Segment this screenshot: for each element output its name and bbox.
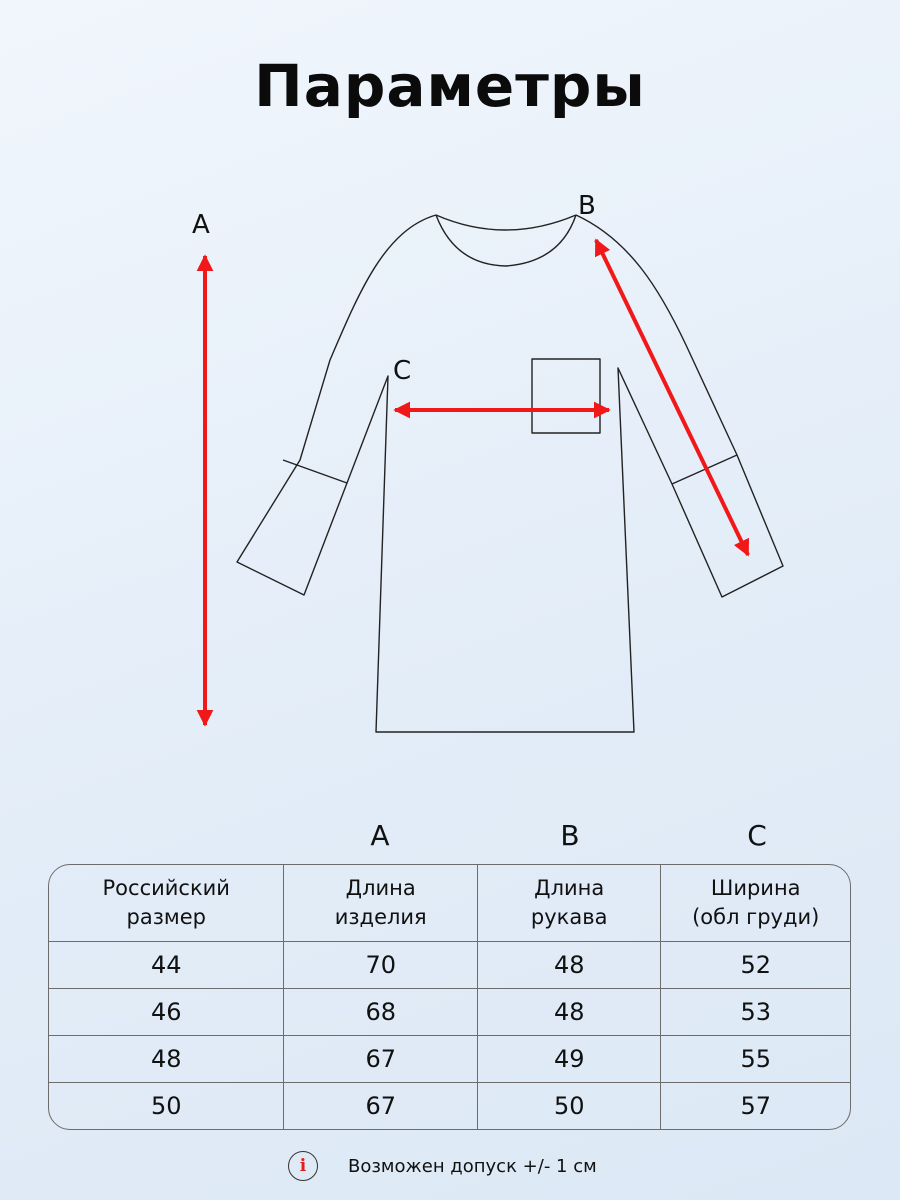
chest-cell: 57 (740, 1092, 771, 1120)
chest-cell: 53 (661, 989, 850, 1036)
size-cell: 44 (49, 942, 284, 989)
table-header-row (49, 865, 850, 942)
table-row (49, 1036, 850, 1083)
size-cell: 50 (49, 1083, 284, 1129)
info-icon: i (288, 1151, 318, 1181)
length-cell: 67 (284, 1083, 478, 1129)
table-row (49, 1083, 850, 1129)
column-letter-c: C (747, 819, 767, 852)
sleeve-cell: 48 (478, 942, 661, 989)
neckline (436, 215, 576, 230)
label-a: A (192, 210, 210, 240)
size-cell: 48 (49, 1036, 284, 1083)
chest-cell: 55 (661, 1036, 850, 1083)
table-row (49, 989, 850, 1036)
size-table (48, 864, 851, 1130)
header-chest-width: Ширина (обл груди) (661, 865, 850, 942)
chest-cell: 52 (661, 942, 850, 989)
right-cuff-line (672, 455, 737, 484)
length-cell: 67 (284, 1036, 478, 1083)
header-sleeve-length: Длина рукава (478, 865, 661, 942)
column-letter-b: B (560, 819, 580, 852)
size-cell: 46 (49, 989, 284, 1036)
tolerance-note (288, 1150, 597, 1182)
tolerance-note-text: Возможен допуск +/- 1 см (348, 1155, 597, 1177)
label-b: B (578, 191, 596, 221)
sweater-outline (237, 215, 783, 732)
sleeve-cell: 49 (478, 1036, 661, 1083)
chest-pocket (532, 359, 600, 433)
length-cell: 70 (284, 942, 478, 989)
table-row (49, 942, 850, 989)
header-russian-size: Российский размер (49, 865, 284, 942)
sleeve-cell: 50 (478, 1083, 661, 1129)
page-title: Параметры (254, 52, 646, 120)
column-letter-a: A (370, 819, 390, 852)
header-item-length: Длина изделия (284, 865, 478, 942)
sleeve-cell: 48 (478, 989, 661, 1036)
length-cell: 68 (284, 989, 478, 1036)
label-c: C (393, 356, 412, 386)
